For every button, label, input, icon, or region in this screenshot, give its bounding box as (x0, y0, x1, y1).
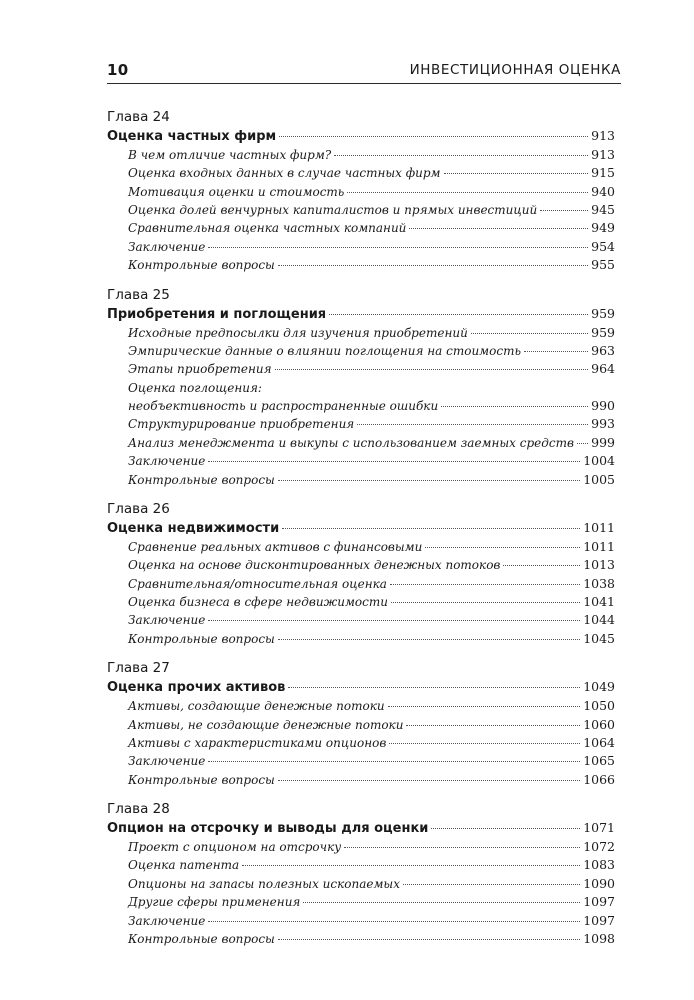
toc-entry[interactable] (107, 146, 615, 164)
toc-entry[interactable] (107, 324, 615, 342)
page-ref: 1011 (583, 520, 615, 536)
dot-leader (278, 780, 580, 781)
dot-leader (303, 902, 580, 903)
dot-leader (334, 155, 588, 156)
entry-title: необъективность и распространенные ошибки (128, 399, 439, 414)
page-ref: 945 (591, 202, 615, 218)
toc-entry[interactable] (107, 611, 615, 629)
dot-leader (279, 136, 588, 137)
chapter-label: Глава 26 (107, 501, 170, 518)
page-ref: 1066 (583, 771, 615, 787)
page-ref: 999 (591, 434, 615, 450)
page-ref: 1045 (583, 630, 615, 646)
toc-entry[interactable] (107, 556, 615, 574)
dot-leader (388, 706, 581, 707)
toc-entry[interactable] (107, 183, 615, 201)
page-ref: 1044 (583, 612, 615, 628)
dot-leader (403, 884, 580, 885)
toc-entry[interactable] (107, 342, 615, 360)
entry-title: Анализ менеджмента и выкупы с использованием заемных средств (128, 435, 574, 450)
entry-title: Оценка входных данных в случае частных фирм (128, 166, 441, 181)
chapter-title: Оценка частных фирм (107, 129, 277, 144)
toc-entry[interactable] (107, 415, 615, 433)
toc-entry[interactable] (107, 397, 615, 415)
dot-leader (444, 173, 589, 174)
page-ref: 955 (591, 257, 615, 273)
entry-title: Другие сферы применения (128, 895, 301, 910)
dot-leader (409, 228, 588, 229)
chapter-block (107, 286, 615, 489)
page-ref: 1083 (583, 857, 615, 873)
entry-title: Контрольные вопросы (128, 631, 275, 646)
entry-title: Сравнение реальных активов с финансовыми (128, 539, 423, 554)
dot-leader (208, 461, 580, 462)
chapter-block (107, 659, 615, 789)
entry-title: Структурирование приобретения (128, 417, 355, 432)
entry-title: Контрольные вопросы (128, 258, 275, 273)
toc-entry[interactable] (107, 930, 615, 948)
dot-leader (391, 602, 580, 603)
toc-entry[interactable] (107, 838, 615, 856)
page-ref: 963 (591, 342, 615, 358)
page-ref: 1050 (583, 698, 615, 714)
table-of-contents (107, 108, 615, 959)
dot-leader (208, 761, 580, 762)
dot-leader (208, 247, 588, 248)
page-ref: 913 (591, 146, 615, 162)
dot-leader (390, 584, 580, 585)
toc-entry[interactable] (107, 238, 615, 256)
entry-title: Активы, создающие денежные потоки (128, 699, 385, 714)
page-ref: 959 (591, 305, 615, 321)
chapter-title: Оценка недвижимости (107, 521, 280, 537)
dot-leader (441, 406, 588, 407)
toc-entry[interactable] (107, 379, 615, 397)
entry-title: Проект с опционом на отсрочку (128, 840, 342, 854)
entry-title: Контрольные вопросы (128, 772, 275, 787)
dot-leader (278, 939, 580, 940)
dot-leader (471, 333, 588, 334)
chapter-title: Оценка прочих активов (107, 680, 286, 696)
dot-leader (278, 265, 588, 266)
toc-entry[interactable] (107, 856, 615, 874)
page-ref: 954 (591, 238, 615, 254)
page-ref: 1041 (583, 594, 615, 610)
page-ref: 1098 (583, 930, 615, 946)
toc-entry[interactable] (107, 201, 615, 219)
page-ref: 964 (591, 361, 615, 377)
dot-leader (357, 424, 588, 425)
toc-entry[interactable] (107, 575, 615, 593)
page-ref: 1090 (583, 875, 615, 891)
entry-title: Контрольные вопросы (128, 472, 275, 487)
page-header (107, 61, 621, 84)
page-number: 10 (107, 61, 129, 79)
entry-title: Активы с характеристиками опционов (128, 735, 387, 750)
page-ref: 1038 (583, 575, 615, 591)
page-ref: 1011 (583, 538, 615, 554)
dot-leader (242, 865, 580, 866)
dot-leader (288, 687, 580, 688)
chapter-label: Глава 25 (107, 286, 170, 303)
entry-title: Исходные предпосылки для изучения приобретений (128, 325, 468, 340)
entry-title: Контрольные вопросы (128, 931, 275, 946)
dot-leader (329, 314, 588, 315)
page-ref: 990 (591, 398, 615, 414)
chapter-title-row[interactable] (107, 127, 615, 145)
dot-leader (282, 528, 580, 529)
page-ref: 1097 (583, 894, 615, 910)
entry-title: Заключение (128, 754, 206, 769)
chapter-block (107, 800, 615, 948)
entry-title: Оценка бизнеса в сфере недвижимости (128, 595, 388, 610)
dot-leader (344, 847, 580, 848)
toc-entry[interactable] (107, 912, 615, 930)
toc-entry[interactable] (107, 752, 615, 770)
toc-entry[interactable] (107, 256, 615, 274)
dot-leader (278, 480, 580, 481)
entry-title: Активы, не создающие денежные потоки (128, 717, 404, 732)
page-ref: 993 (591, 416, 615, 432)
toc-entry[interactable] (107, 875, 615, 893)
chapter-block (107, 500, 615, 648)
page-ref: 1097 (583, 912, 615, 928)
toc-entry[interactable] (107, 716, 615, 734)
toc-entry[interactable] (107, 164, 615, 182)
toc-entry[interactable] (107, 471, 615, 489)
entry-title: Этапы приобретения (128, 362, 272, 377)
page-ref: 1064 (583, 734, 615, 750)
chapter-title: Опцион на отсрочку и выводы для оценки (107, 821, 429, 837)
page-ref: 1013 (583, 557, 615, 573)
entry-title: Заключение (128, 239, 206, 254)
toc-entry[interactable] (107, 771, 615, 789)
dot-leader (540, 210, 588, 211)
chapter-label: Глава 27 (107, 660, 170, 677)
dot-leader (347, 192, 588, 193)
page-ref: 1060 (583, 716, 615, 732)
chapter-label: Глава 24 (107, 109, 170, 125)
toc-entry[interactable] (107, 593, 615, 611)
entry-title: В чем отличие частных фирм? (128, 147, 332, 162)
chapter-title-row[interactable] (107, 519, 615, 537)
toc-entry[interactable] (107, 734, 615, 752)
entry-title: Оценка долей венчурных капиталистов и прямых инвестиций (128, 203, 538, 218)
page-ref: 1049 (583, 679, 615, 695)
chapter-title-row[interactable] (107, 305, 615, 323)
toc-entry[interactable] (107, 697, 615, 715)
entry-title: Оценка патента (128, 858, 240, 873)
page-ref: 1065 (583, 753, 615, 769)
toc-entry[interactable] (107, 630, 615, 648)
entry-title: Опционы на запасы полезных ископаемых (128, 876, 400, 891)
entry-title: Оценка на основе дисконтированных денежных потоков (128, 558, 501, 573)
dot-leader (208, 620, 580, 621)
toc-entry[interactable] (107, 538, 615, 556)
entry-title: Эмпирические данные о влиянии поглощения на стоимость (128, 343, 521, 358)
dot-leader (406, 725, 580, 726)
toc-entry[interactable] (107, 219, 615, 237)
page-ref: 913 (591, 128, 615, 143)
chapter-label: Глава 28 (107, 801, 170, 818)
dot-leader (431, 828, 580, 829)
dot-leader (524, 351, 588, 352)
page-ref: 959 (591, 324, 615, 340)
entry-title: Сравнительная/относительная оценка (128, 576, 387, 591)
entry-title: Сравнительная оценка частных компаний (128, 221, 407, 236)
dot-leader (425, 547, 580, 548)
page-ref: 940 (591, 183, 615, 199)
page-ref: 1071 (583, 820, 615, 836)
page-ref: 1004 (583, 453, 615, 469)
entry-title: Заключение (128, 454, 206, 469)
toc-entry[interactable] (107, 452, 615, 470)
entry-title: Заключение (128, 913, 206, 928)
dot-leader (389, 743, 580, 744)
page-ref: 1072 (583, 839, 615, 854)
entry-title: Заключение (128, 613, 206, 628)
chapter-title-row[interactable] (107, 819, 615, 837)
entry-title: Мотивация оценки и стоимость (128, 184, 345, 199)
page-ref: 1005 (583, 471, 615, 487)
page-ref: 949 (591, 220, 615, 236)
chapter-title: Приобретения и поглощения (107, 306, 327, 322)
chapter-block (107, 108, 615, 275)
dot-leader (577, 443, 588, 444)
dot-leader (208, 921, 580, 922)
dot-leader (278, 639, 580, 640)
dot-leader (275, 369, 589, 370)
chapter-title-row[interactable] (107, 678, 615, 696)
running-title: ИНВЕСТИЦИОННАЯ ОЦЕНКА (409, 62, 621, 78)
entry-title: Оценка поглощения: (128, 380, 262, 395)
dot-leader (503, 565, 580, 566)
toc-entry[interactable] (107, 360, 615, 378)
toc-entry[interactable] (107, 893, 615, 911)
toc-entry[interactable] (107, 434, 615, 452)
page-ref: 915 (591, 165, 615, 181)
